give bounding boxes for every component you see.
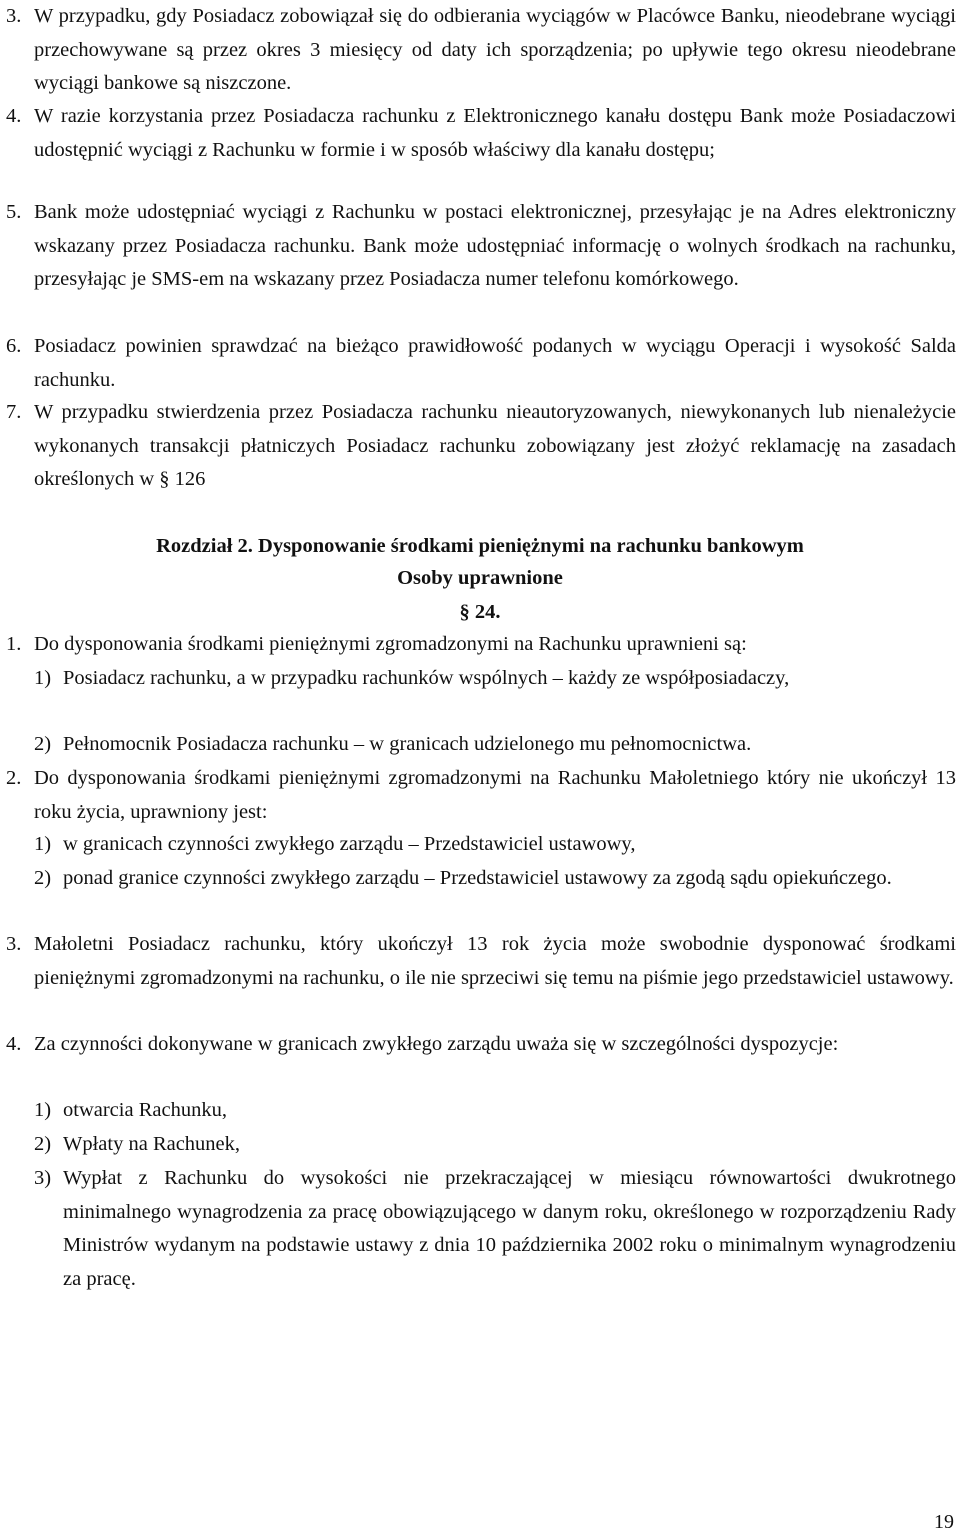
paragraph-item-3: W przypadku, gdy Posiadacz zobowiązał się do odbierania wyciągów w Placówce Banku, nieodebrane wyciągi przechowywane są przez okres 3 miesięcy od daty ich sporządzenia; po upływie tego okresu nieodebrane wyciągi bankowe są niszczone.: [34, 5, 956, 94]
paragraph-item-5: Bank może udostępniać wyciągi z Rachunku w postaci elektronicznej, przesyłając je na Adres elektroniczny wskazany przez Posiadacza rachunku. Bank może udostępniać informację o wolnych środkach na rachunku, przesyłając je SMS-em na wskazany przez Posiadacza numer telefonu komórkowego.: [34, 201, 956, 290]
subitem-number: 2): [34, 1133, 52, 1155]
paragraph-section-1: Do dysponowania środkami pieniężnymi zgromadzonymi na Rachunku uprawnieni są:: [34, 633, 747, 655]
paragraph-item-4: W razie korzystania przez Posiadacza rachunku z Elektronicznego kanału dostępu Bank może Posiadaczowi udostępnić wyciągi z Rachunku w formie i w sposób właściwy dla kanału dostępu;: [34, 105, 956, 161]
subitem-number: 2): [34, 867, 52, 889]
item-number: 4.: [6, 1033, 22, 1055]
subitem-text: Posiadacz rachunku, a w przypadku rachunków wspólnych – każdy ze współposiadaczy,: [63, 667, 790, 689]
item-number: 4.: [6, 105, 22, 127]
paragraph-section-3: Małoletni Posiadacz rachunku, który ukończył 13 rok życia może swobodnie dysponować środkami pieniężnymi zgromadzonymi na rachunku, o ile nie sprzeciwi się temu na piśmie jego przedstawiciel ustawowy.: [34, 933, 956, 989]
subitem-number: 3): [34, 1167, 52, 1189]
chapter-subtitle: Osoby uprawnione: [397, 567, 563, 589]
subitem-number: 1): [34, 667, 52, 689]
item-number: 2.: [6, 767, 22, 789]
paragraph-item-7: W przypadku stwierdzenia przez Posiadacza rachunku nieautoryzowanych, niewykonanych lub nienależycie wykonanych transakcji płatniczych Posiadacz rachunku zobowiązany jest złożyć reklamację na zasadach określonych w § 126: [34, 401, 956, 490]
item-number: 6.: [6, 335, 22, 357]
subitem-text: otwarcia Rachunku,: [63, 1099, 227, 1121]
subitem-text: ponad granice czynności zwykłego zarządu – Przedstawiciel ustawowy za zgodą sądu opiekuńczego.: [63, 867, 892, 889]
subitem-text: w granicach czynności zwykłego zarządu – Przedstawiciel ustawowy,: [63, 833, 636, 855]
subitem-number: 2): [34, 733, 52, 755]
item-number: 7.: [6, 401, 22, 423]
paragraph-section-2: Do dysponowania środkami pieniężnymi zgromadzonymi na Rachunku Małoletniego który nie ukończył 13 roku życia, uprawniony jest:: [34, 767, 956, 823]
subitem-text: Wpłaty na Rachunek,: [63, 1133, 241, 1155]
subitem-text: Pełnomocnik Posiadacza rachunku – w granicach udzielonego mu pełnomocnictwa.: [63, 733, 752, 755]
subitem-text: Wypłat z Rachunku do wysokości nie przekraczającej w miesiącu równowartości dwukrotnego minimalnego wynagrodzenia za pracę obowiązującego w danym roku, określonego w rozporządzeniu Rady Ministrów wydanym na podstawie ustawy z dnia 10 października 2002 roku o minimalnym wynagrodzeniu za pracę.: [63, 1167, 956, 1290]
page-number: 19: [934, 1511, 954, 1533]
paragraph-item-6: Posiadacz powinien sprawdzać na bieżąco prawidłowość podanych w wyciągu Operacji i wysokość Salda rachunku.: [34, 335, 956, 391]
item-number: 3.: [6, 5, 22, 27]
section-heading: § 24.: [459, 601, 501, 623]
subitem-number: 1): [34, 1099, 52, 1121]
item-number: 3.: [6, 933, 22, 955]
item-number: 1.: [6, 633, 22, 655]
paragraph-section-4: Za czynności dokonywane w granicach zwykłego zarządu uważa się w szczególności dyspozycje:: [34, 1033, 839, 1055]
item-number: 5.: [6, 201, 22, 223]
chapter-title: Rozdział 2. Dysponowanie środkami pieniężnymi na rachunku bankowym: [156, 535, 804, 557]
subitem-number: 1): [34, 833, 52, 855]
